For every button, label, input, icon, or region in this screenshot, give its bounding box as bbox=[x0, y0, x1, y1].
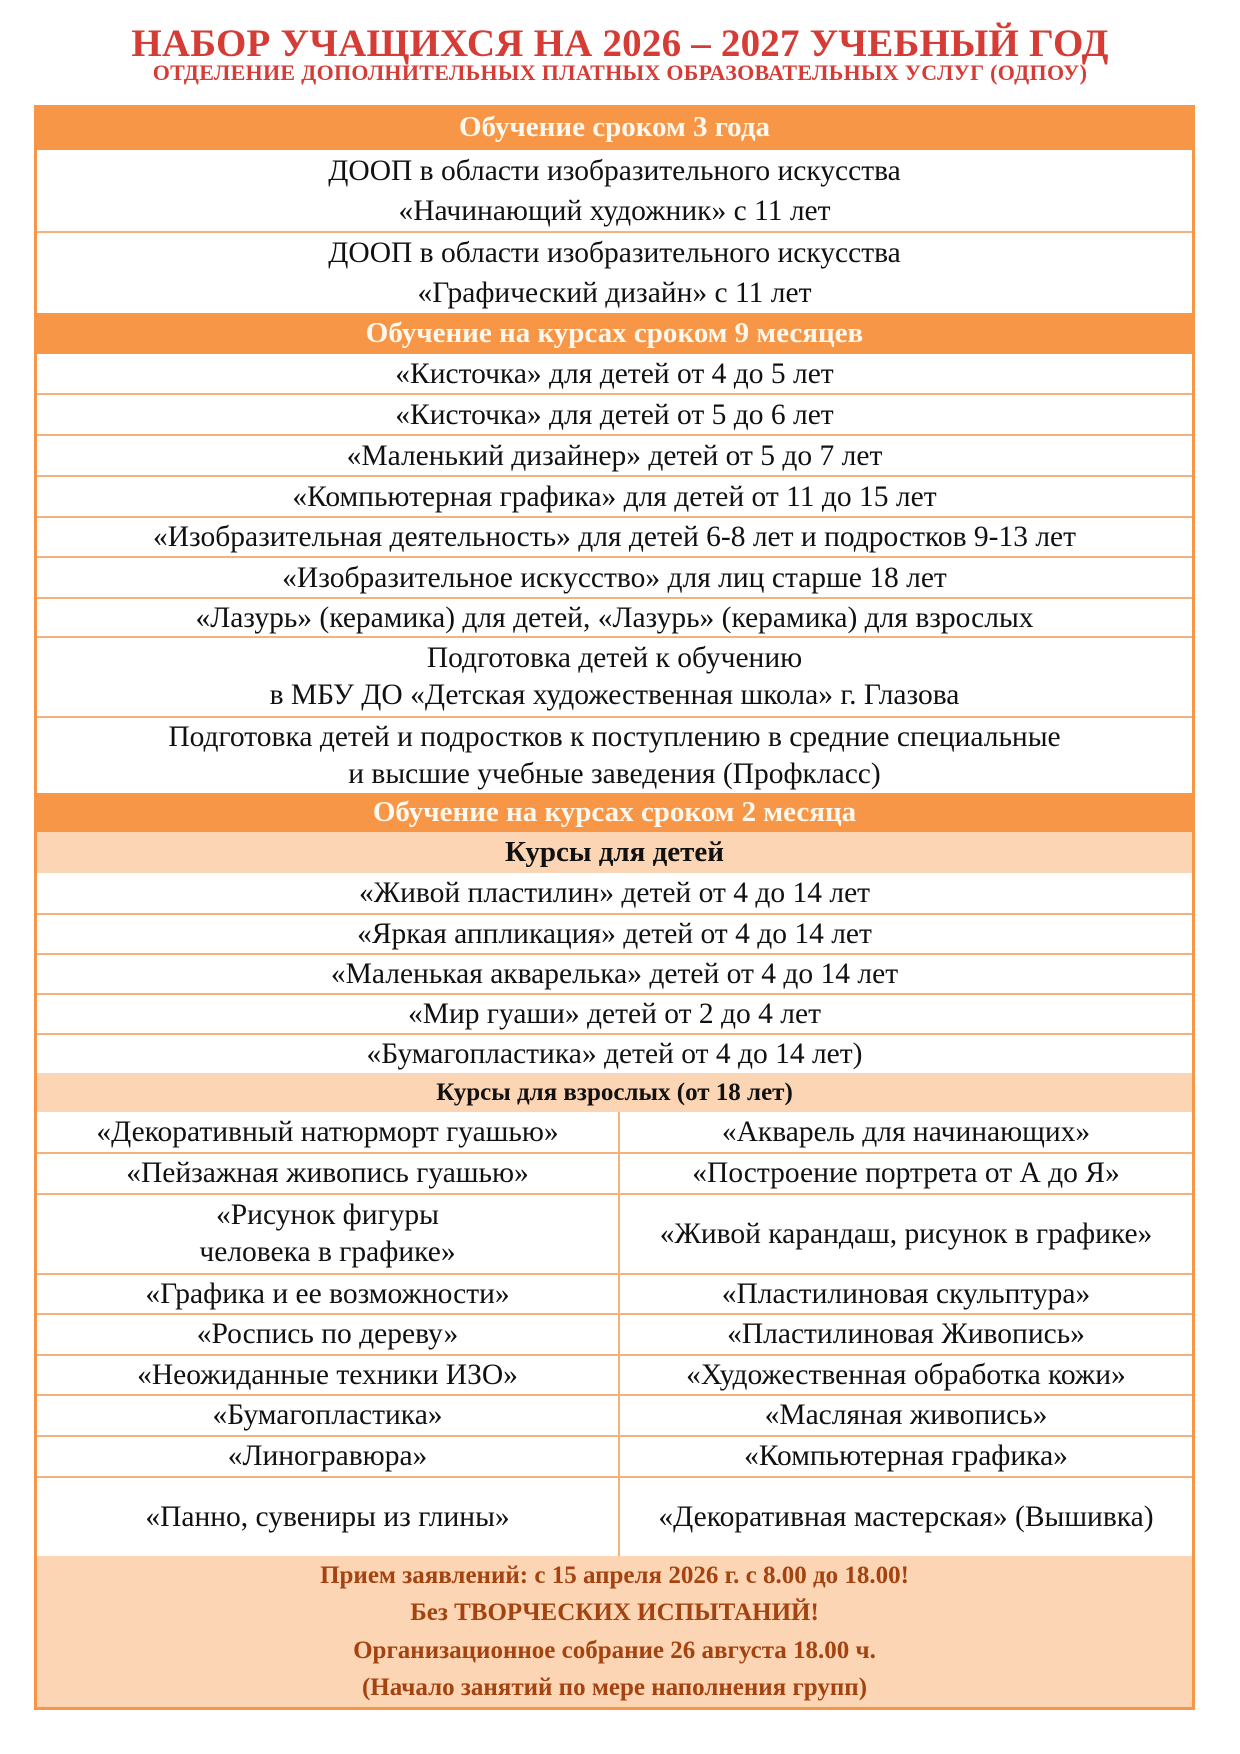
section-title: Обучение на курсах сроком 9 месяцев bbox=[365, 317, 864, 349]
course-row bbox=[37, 636, 1192, 716]
course-name: «Живой пластилин» детей от 4 до 14 лет bbox=[358, 877, 871, 909]
course-row bbox=[37, 434, 1192, 475]
course-name: «Изобразительное искусство» для лиц старше 18 лет bbox=[282, 561, 947, 594]
classes-start-note: (Начало занятий по мере наполнения групп) bbox=[361, 1674, 868, 1701]
section-header-two-months bbox=[37, 793, 1192, 832]
application-dates: Прием заявлений: с 15 апреля 2026 г. с 8.00 до 18.00! bbox=[320, 1561, 909, 1589]
adult-course-left: «Графика и ее возможности» bbox=[37, 1275, 620, 1313]
course-row bbox=[37, 993, 1192, 1033]
subheader-children bbox=[37, 832, 1192, 873]
course-name: «Компьютерная графика» для детей от 11 до 15 лет bbox=[292, 480, 937, 513]
adult-course-right: «Акварель для начинающих» bbox=[721, 1115, 1091, 1148]
course-row bbox=[37, 556, 1192, 597]
adult-course-row bbox=[37, 1193, 1192, 1273]
course-row bbox=[37, 516, 1192, 556]
adult-course-row bbox=[37, 1476, 1192, 1556]
subheader-title: Курсы для детей bbox=[505, 836, 724, 868]
program-line: «Начинающий художник» с 11 лет bbox=[398, 194, 831, 227]
adult-course-row bbox=[37, 1152, 1192, 1193]
course-row bbox=[37, 597, 1192, 636]
adult-course-left: «Линогравюра» bbox=[37, 1437, 620, 1476]
adult-course-right: «Пластилиновая скульптура» bbox=[721, 1277, 1091, 1310]
course-row bbox=[37, 953, 1192, 993]
organizational-meeting: Организационное собрание 26 августа 18.00 ч. bbox=[353, 1636, 876, 1664]
course-row bbox=[37, 475, 1192, 516]
adult-course-left: «Роспись по дереву» bbox=[37, 1315, 620, 1354]
adult-course-right: «Масляная живопись» bbox=[764, 1399, 1048, 1431]
page-title: НАБОР УЧАЩИХСЯ НА 2026 – 2027 УЧЕБНЫЙ ГОД bbox=[131, 22, 1109, 65]
courses-table bbox=[34, 105, 1195, 1710]
course-name: «Яркая аппликация» детей от 4 до 14 лет bbox=[357, 918, 872, 950]
adult-course-right: «Построение портрета от А до Я» bbox=[692, 1157, 1120, 1189]
adult-course-row bbox=[37, 1313, 1192, 1354]
adult-course-left bbox=[37, 1195, 620, 1273]
adult-course-right: «Пластилиновая Живопись» bbox=[727, 1318, 1085, 1350]
adult-course-row bbox=[37, 1394, 1192, 1435]
program-row bbox=[37, 150, 1192, 231]
course-name: «Кисточка» для детей от 5 до 6 лет bbox=[395, 398, 834, 431]
adult-course-left: «Бумагопластика» bbox=[37, 1396, 620, 1435]
course-row bbox=[37, 1033, 1192, 1073]
adult-course-right: «Декоративная мастерская» (Вышивка) bbox=[658, 1500, 1154, 1533]
course-row bbox=[37, 354, 1192, 393]
adult-course-right: «Компьютерная графика» bbox=[744, 1440, 1068, 1472]
course-name: «Маленькая акварелька» детей от 4 до 14 лет bbox=[330, 958, 899, 990]
course-line: Подготовка детей к обучению bbox=[426, 642, 803, 674]
course-row bbox=[37, 716, 1192, 793]
enrollment-info bbox=[37, 1556, 1192, 1707]
section-title: Обучение на курсах сроком 2 месяца bbox=[372, 796, 857, 828]
subheader-adults bbox=[37, 1073, 1192, 1112]
course-name: «Кисточка» для детей от 4 до 5 лет bbox=[395, 357, 834, 390]
adult-course-line: «Рисунок фигуры bbox=[216, 1199, 439, 1231]
course-line: Подготовка детей и подростков к поступлению в средние специальные bbox=[168, 720, 1061, 753]
adult-course-left: «Пейзажная живопись гуашью» bbox=[37, 1154, 620, 1193]
adult-course-row bbox=[37, 1112, 1192, 1152]
section-header-nine-months bbox=[37, 313, 1192, 354]
adult-course-row bbox=[37, 1273, 1192, 1313]
subheader-title: Курсы для взрослых (от 18 лет) bbox=[436, 1078, 793, 1106]
course-row bbox=[37, 873, 1192, 913]
course-line: в МБУ ДО «Детская художественная школа» г. Глазова bbox=[269, 679, 960, 711]
program-line: «Графический дизайн» с 11 лет bbox=[417, 277, 812, 309]
adult-course-row bbox=[37, 1435, 1192, 1476]
adult-course-left: «Декоративный натюрморт гуашью» bbox=[37, 1112, 620, 1152]
course-name: «Маленький дизайнер» детей от 5 до 7 лет bbox=[346, 439, 883, 472]
adult-course-right: «Художественная обработка кожи» bbox=[686, 1358, 1126, 1391]
course-name: «Мир гуаши» детей от 2 до 4 лет bbox=[407, 998, 822, 1030]
section-title: Обучение сроком 3 года bbox=[458, 111, 771, 143]
adult-course-right: «Живой карандаш, рисунок в графике» bbox=[659, 1217, 1153, 1250]
adult-course-left: «Панно, сувениры из глины» bbox=[37, 1478, 620, 1556]
course-name: «Бумагопластика» детей от 4 до 14 лет) bbox=[366, 1038, 863, 1070]
program-line: ДООП в области изобразительного искусства bbox=[328, 154, 901, 187]
no-entrance-tests: Без ТВОРЧЕСКИХ ИСПЫТАНИЙ! bbox=[410, 1599, 819, 1626]
course-row bbox=[37, 393, 1192, 434]
section-header-three-years bbox=[37, 105, 1192, 150]
adult-course-line: человека в графике» bbox=[199, 1236, 456, 1268]
adult-course-row bbox=[37, 1354, 1192, 1394]
course-name: «Лазурь» (керамика) для детей, «Лазурь» (керамика) для взрослых bbox=[195, 601, 1034, 634]
page-subtitle: ОТДЕЛЕНИЕ ДОПОЛНИТЕЛЬНЫХ ПЛАТНЫХ ОБРАЗОВАТЕЛЬНЫХ УСЛУГ (ОДПОУ) bbox=[152, 60, 1088, 85]
program-line: ДООП в области изобразительного искусства bbox=[328, 237, 901, 269]
adult-course-left: «Неожиданные техники ИЗО» bbox=[37, 1356, 620, 1394]
course-line: и высшие учебные заведения (Профкласс) bbox=[348, 757, 881, 790]
program-row bbox=[37, 231, 1192, 313]
course-name: «Изобразительная деятельность» для детей 6-8 лет и подростков 9-13 лет bbox=[152, 521, 1077, 553]
course-row bbox=[37, 913, 1192, 953]
